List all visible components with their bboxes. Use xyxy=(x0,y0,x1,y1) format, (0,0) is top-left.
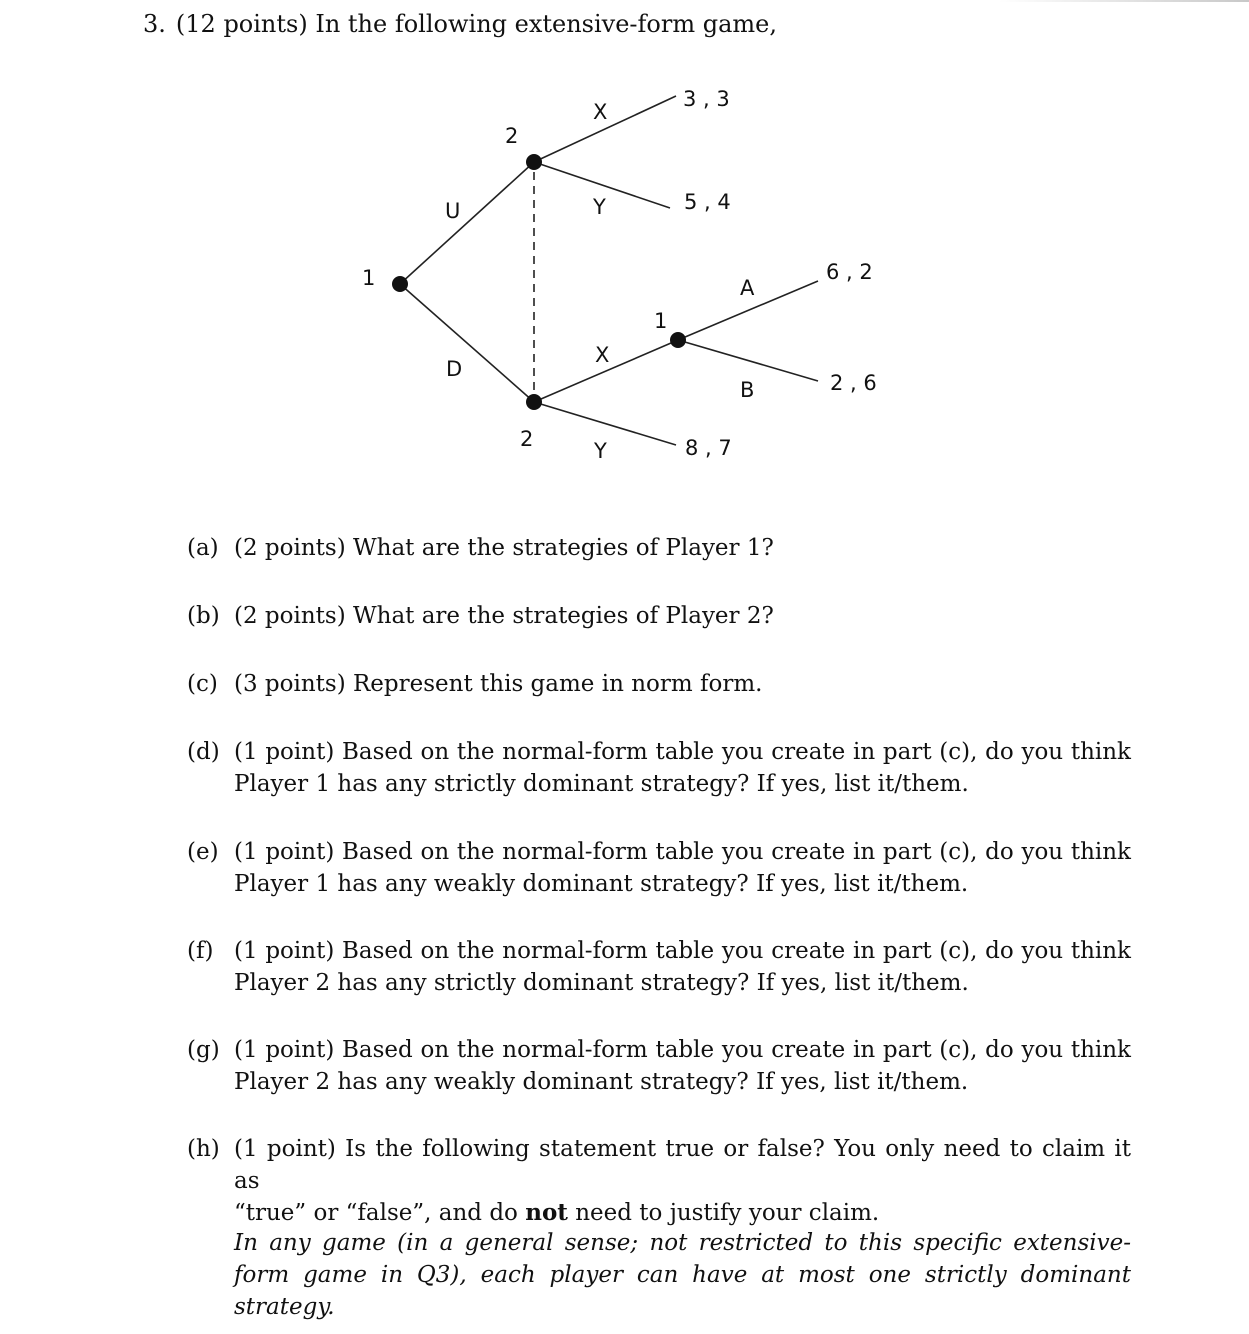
edge-root-up xyxy=(400,162,534,284)
part-text-line1: (1 point) Is the following statement true or false? You only need to claim it as xyxy=(234,1136,1131,1194)
part-text-line1: (1 point) Based on the normal-form table you create in part (c), do you think xyxy=(234,839,1131,865)
part-text: (2 points) What are the strategies of Player 2? xyxy=(234,603,774,629)
action-label-d: D xyxy=(446,357,463,381)
part-d xyxy=(187,736,1131,800)
part-text-line2: Player 2 has any weakly dominant strategy? If yes, list it/them. xyxy=(234,1069,969,1095)
action-label-a: A xyxy=(740,276,755,300)
action-label-b: B xyxy=(740,378,755,402)
question-number: 3. xyxy=(143,10,166,38)
part-text-post: need to justify your claim. xyxy=(567,1200,880,1226)
lower-node xyxy=(526,394,542,410)
root-node xyxy=(392,276,408,292)
right-player-label: 1 xyxy=(654,309,668,333)
upper-player-label: 2 xyxy=(505,124,519,148)
part-text-line1: (1 point) Based on the normal-form table you create in part (c), do you think xyxy=(234,938,1131,964)
payoff-uy: 5 , 4 xyxy=(684,190,731,214)
edge-root-down xyxy=(400,284,534,402)
part-text-line1: (1 point) Based on the normal-form table you create in part (c), do you think xyxy=(234,1037,1131,1063)
payoff-dxa: 6 , 2 xyxy=(826,260,873,284)
part-g xyxy=(187,1034,1131,1098)
payoff-dxb: 2 , 6 xyxy=(830,371,877,395)
part-text: (2 points) What are the strategies of Player 1? xyxy=(234,535,774,561)
part-label: (e) xyxy=(187,839,219,865)
statement-text: In any game (in a general sense; not restricted to this specific extensive-form game in Q3), each player can have at most one strictly dominant strategy. xyxy=(234,1230,1131,1320)
part-e xyxy=(187,836,1131,900)
question-title: (12 points) In the following extensive-form game, xyxy=(175,10,777,38)
part-label: (g) xyxy=(187,1037,220,1063)
part-a xyxy=(187,532,1131,564)
part-h xyxy=(187,1133,1131,1229)
action-label-u: U xyxy=(445,199,461,223)
part-text: (3 points) Represent this game in norm form. xyxy=(234,671,763,697)
part-label: (h) xyxy=(187,1136,220,1162)
payoff-dy: 8 , 7 xyxy=(685,436,732,460)
part-text-line1: (1 point) Based on the normal-form table you create in part (c), do you think xyxy=(234,739,1131,765)
action-label-lower-x: X xyxy=(595,343,610,367)
part-f xyxy=(187,935,1131,999)
action-label-upper-y: Y xyxy=(593,195,606,219)
lower-player-label: 2 xyxy=(520,427,534,451)
part-text-pre: “true” or “false”, and do xyxy=(234,1200,526,1226)
part-c xyxy=(187,668,1131,700)
bold-not: not xyxy=(525,1199,568,1226)
edge-right-b xyxy=(678,340,818,381)
part-label: (b) xyxy=(187,603,220,629)
action-label-upper-x: X xyxy=(593,100,608,124)
upper-node xyxy=(526,154,542,170)
part-label: (d) xyxy=(187,739,220,765)
action-label-lower-y: Y xyxy=(594,439,607,463)
part-text-line2: Player 2 has any strictly dominant strategy? If yes, list it/them. xyxy=(234,970,969,996)
right-node xyxy=(670,332,686,348)
root-player-label: 1 xyxy=(362,266,376,290)
game-tree-diagram xyxy=(0,0,1249,500)
part-label: (c) xyxy=(187,671,218,697)
payoff-ux: 3 , 3 xyxy=(683,87,730,111)
part-text-line2: Player 1 has any weakly dominant strategy? If yes, list it/them. xyxy=(234,871,969,897)
part-text-line2 xyxy=(234,1197,1131,1229)
part-b xyxy=(187,600,1131,632)
part-text-line2: Player 1 has any strictly dominant strategy? If yes, list it/them. xyxy=(234,771,969,797)
part-label: (a) xyxy=(187,535,219,561)
part-label: (f) xyxy=(187,938,214,964)
